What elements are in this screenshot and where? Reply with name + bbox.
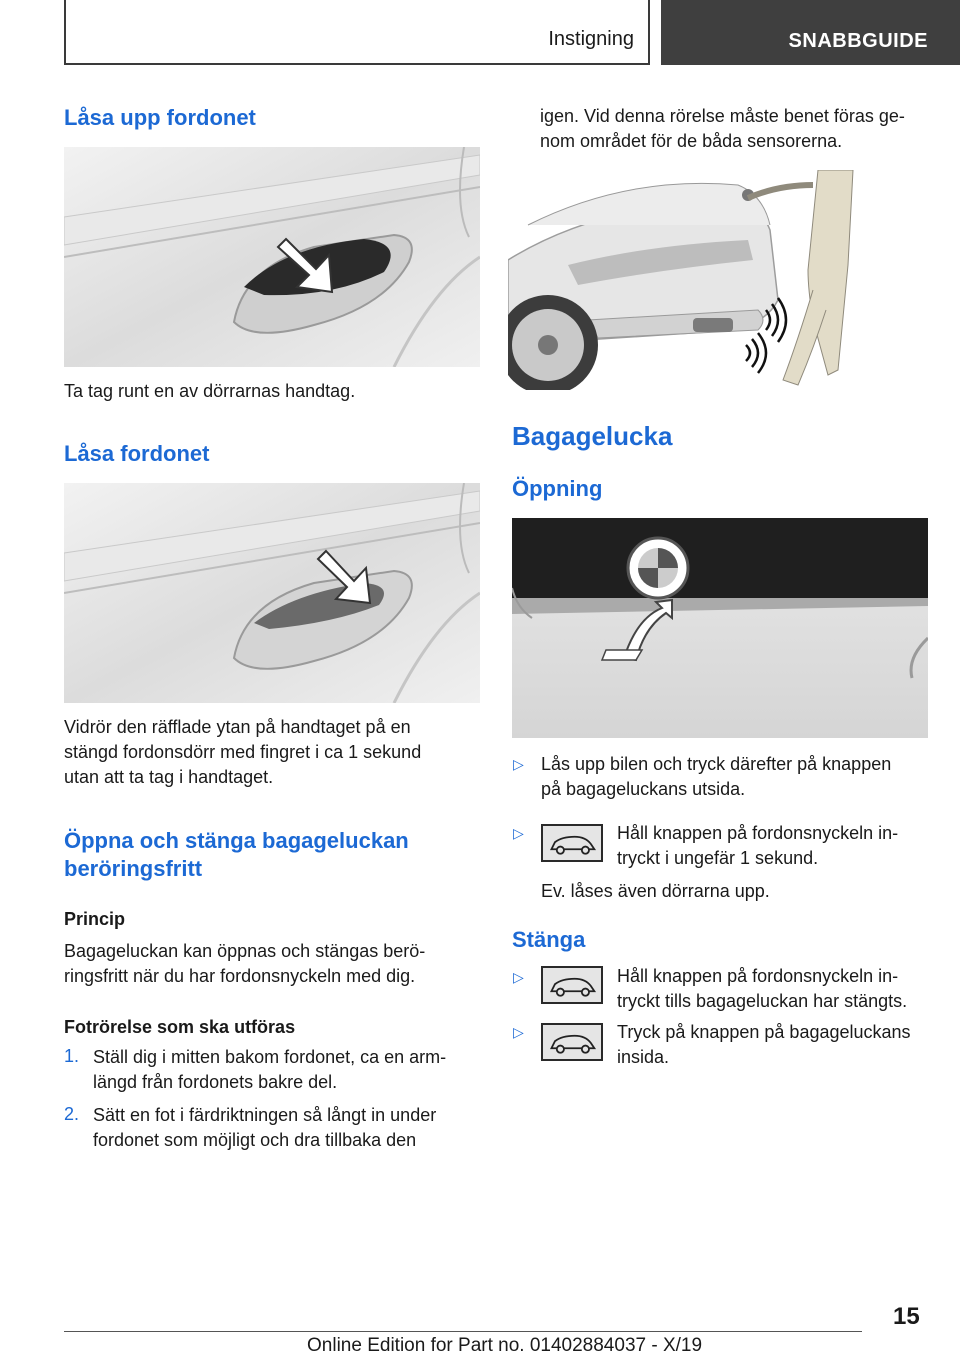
open-bullet-text: Håll knappen på fordonsnyckeln in- bbox=[617, 823, 899, 843]
principle-text-2: ringsfritt när du har fordonsnyckeln med dig. bbox=[64, 966, 416, 986]
unlock-caption: Ta tag runt en av dörrarnas handtag. bbox=[64, 381, 356, 401]
bullet-marker: ▷ bbox=[513, 1024, 524, 1040]
step-text: fordonet som möjligt och dra tillbaka den bbox=[93, 1130, 417, 1150]
step-text: längd från fordonets bakre del. bbox=[93, 1072, 338, 1092]
car-key-button-icon bbox=[541, 966, 603, 1004]
step-number: 1. bbox=[64, 1046, 80, 1066]
header-tab[interactable] bbox=[661, 0, 960, 65]
continuation-text-2: nom området för de båda sensorerna. bbox=[540, 131, 843, 151]
step-text: Sätt en fot i färdriktningen så långt in under bbox=[93, 1105, 437, 1125]
bullet-marker: ▷ bbox=[513, 825, 524, 841]
open-bullet-text: tryckt i ungefär 1 sekund. bbox=[617, 848, 819, 868]
close-bullet-text: Håll knappen på fordonsnyckeln in- bbox=[617, 966, 899, 986]
open-bullet-text: på bagageluckans utsida. bbox=[541, 779, 746, 799]
lock-title: Låsa fordonet bbox=[64, 441, 210, 466]
step-text: Ställ dig i mitten bakom fordonet, ca en arm- bbox=[93, 1047, 447, 1067]
unlock-title: Låsa upp fordonet bbox=[64, 105, 256, 130]
page-number: 15 bbox=[893, 1303, 920, 1330]
header-section bbox=[64, 0, 650, 65]
close-bullet-text: insida. bbox=[617, 1047, 670, 1067]
lock-text-1: Vidrör den räfflade ytan på handtaget på en bbox=[64, 717, 411, 737]
touchless-title-1: Öppna och stänga bagageluckan bbox=[64, 828, 409, 853]
door-handle-lock-figure bbox=[64, 483, 480, 703]
open-bullet-text: Lås upp bilen och tryck därefter på knappen bbox=[541, 754, 892, 774]
trunk-kick-sensor-figure bbox=[508, 170, 863, 390]
trunk-button-figure bbox=[512, 518, 928, 738]
step-number: 2. bbox=[64, 1104, 80, 1124]
footer-divider bbox=[64, 1331, 862, 1332]
car-key-button-icon bbox=[541, 1023, 603, 1061]
car-key-button-icon bbox=[541, 824, 603, 862]
close-title: Stänga bbox=[512, 927, 586, 952]
open-title: Öppning bbox=[512, 476, 603, 501]
close-bullet-text: tryckt tills bagageluckan har stängts. bbox=[617, 991, 908, 1011]
header-tab-label: SNABBGUIDE bbox=[788, 30, 928, 52]
movement-title: Fotrörelse som ska utföras bbox=[64, 1017, 296, 1037]
lock-text-2: stängd fordonsdörr med fingret i ca 1 sekund bbox=[64, 742, 422, 762]
trunk-title: Bagagelucka bbox=[512, 421, 673, 451]
principle-title: Princip bbox=[64, 909, 126, 929]
door-handle-unlock-figure bbox=[64, 147, 480, 367]
open-note: Ev. låses även dörrarna upp. bbox=[541, 881, 770, 901]
header-section-label: Instigning bbox=[548, 28, 634, 50]
footer-edition: Online Edition for Part no. 01402884037 - X/19 bbox=[307, 1335, 703, 1356]
touchless-title-2: beröringsfritt bbox=[64, 856, 203, 881]
principle-text-1: Bagageluckan kan öppnas och stängas berö- bbox=[64, 941, 426, 961]
close-bullet-text: Tryck på knappen på bagageluckans bbox=[617, 1022, 911, 1042]
bullet-marker: ▷ bbox=[513, 969, 524, 985]
lock-text-3: utan att ta tag i handtaget. bbox=[64, 767, 274, 787]
continuation-text-1: igen. Vid denna rörelse måste benet föras ge- bbox=[540, 106, 905, 126]
bullet-marker: ▷ bbox=[513, 756, 524, 772]
